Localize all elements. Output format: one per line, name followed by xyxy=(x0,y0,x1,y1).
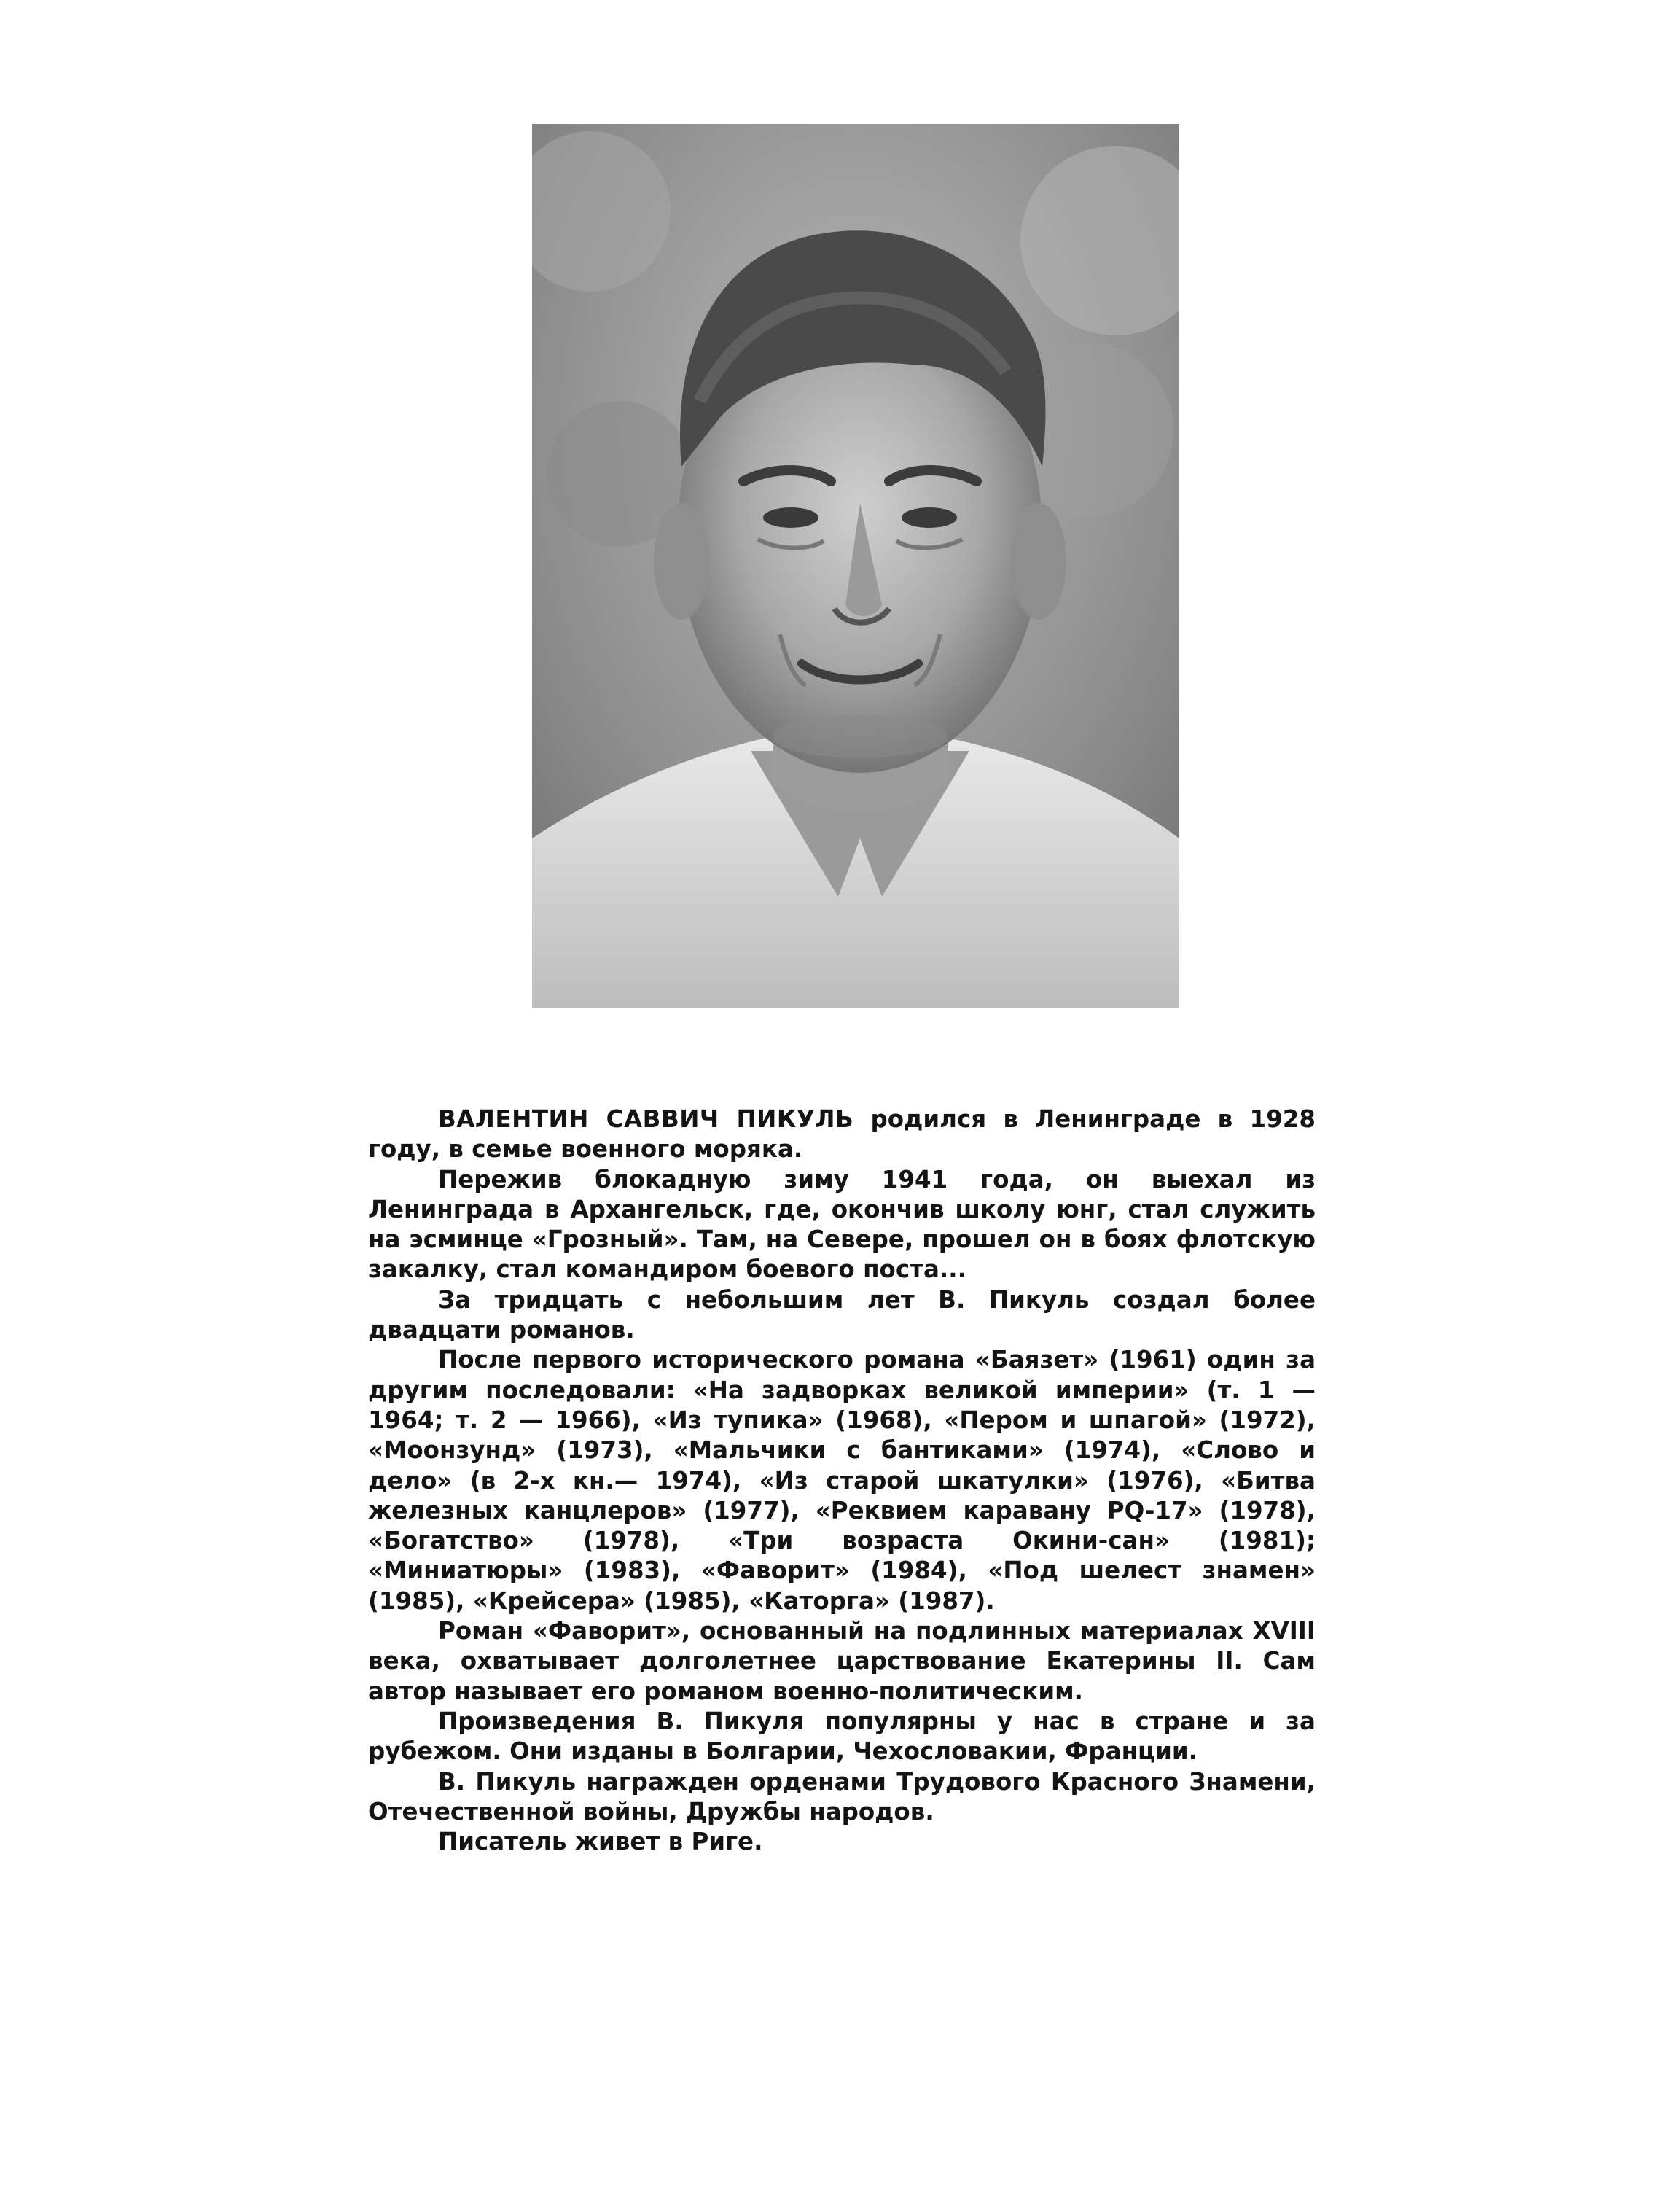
portrait-illustration xyxy=(532,124,1179,1008)
author-portrait-photo xyxy=(532,124,1179,1008)
bio-paragraph: Писатель живет в Риге. xyxy=(438,1828,763,1856)
bio-paragraph-intro xyxy=(368,1105,1316,1165)
bio-paragraph-intro-text: родился в Ленинграде в 1928 году, в семье военного моряка. xyxy=(368,1105,1316,1164)
bio-paragraph: В. Пикуль награжден орденами Трудового Красного Знамени, Отечественной войны, Дружбы народов. xyxy=(368,1767,1316,1826)
biography-text xyxy=(368,1105,1316,1857)
author-name: ВАЛЕНТИН САВВИЧ ПИКУЛЬ xyxy=(438,1105,854,1133)
bio-paragraph: Пережив блокадную зиму 1941 года, он выехал из Ленинграда в Архангельск, где, окончив школу юнг, стал служить на эсминце «Грозный». Там, на Севере, прошел он в боях флотскую закалку, стал командиром боевого поста... xyxy=(368,1165,1316,1284)
bio-paragraph: Произведения В. Пикуля популярны у нас в стране и за рубежом. Они изданы в Болгарии, Чехословакии, Франции. xyxy=(368,1707,1316,1766)
bio-paragraph: За тридцать с небольшим лет В. Пикуль создал более двадцати романов. xyxy=(368,1285,1316,1344)
bio-paragraph: После первого исторического романа «Баязет» (1961) один за другим последовали: «На задворках великой империи» (т. 1 — 1964; т. 2 — 1966), «Из тупика» (1968), «Пером и шпагой» (1972), «Моонзунд» (1973), «Мальчики с бантиками» (1974), «Слово и дело» (в 2-х кн.— 1974), «Из старой шкатулки» (1976), «Битва железных канцлеров» (1977), «Реквием каравану PQ-17» (1978), «Богатство» (1978), «Три возраста Окини-сан» (1981); «Миниатюры» (1983), «Фаворит» (1984), «Под шелест знамен» (1985), «Крейсера» (1985), «Каторга» (1987). xyxy=(368,1346,1316,1615)
bio-paragraph: Роман «Фаворит», основанный на подлинных материалах XVIII века, охватывает долголетнее царствование Екатерины II. Сам автор называет его романом военно-политическим. xyxy=(368,1617,1316,1705)
